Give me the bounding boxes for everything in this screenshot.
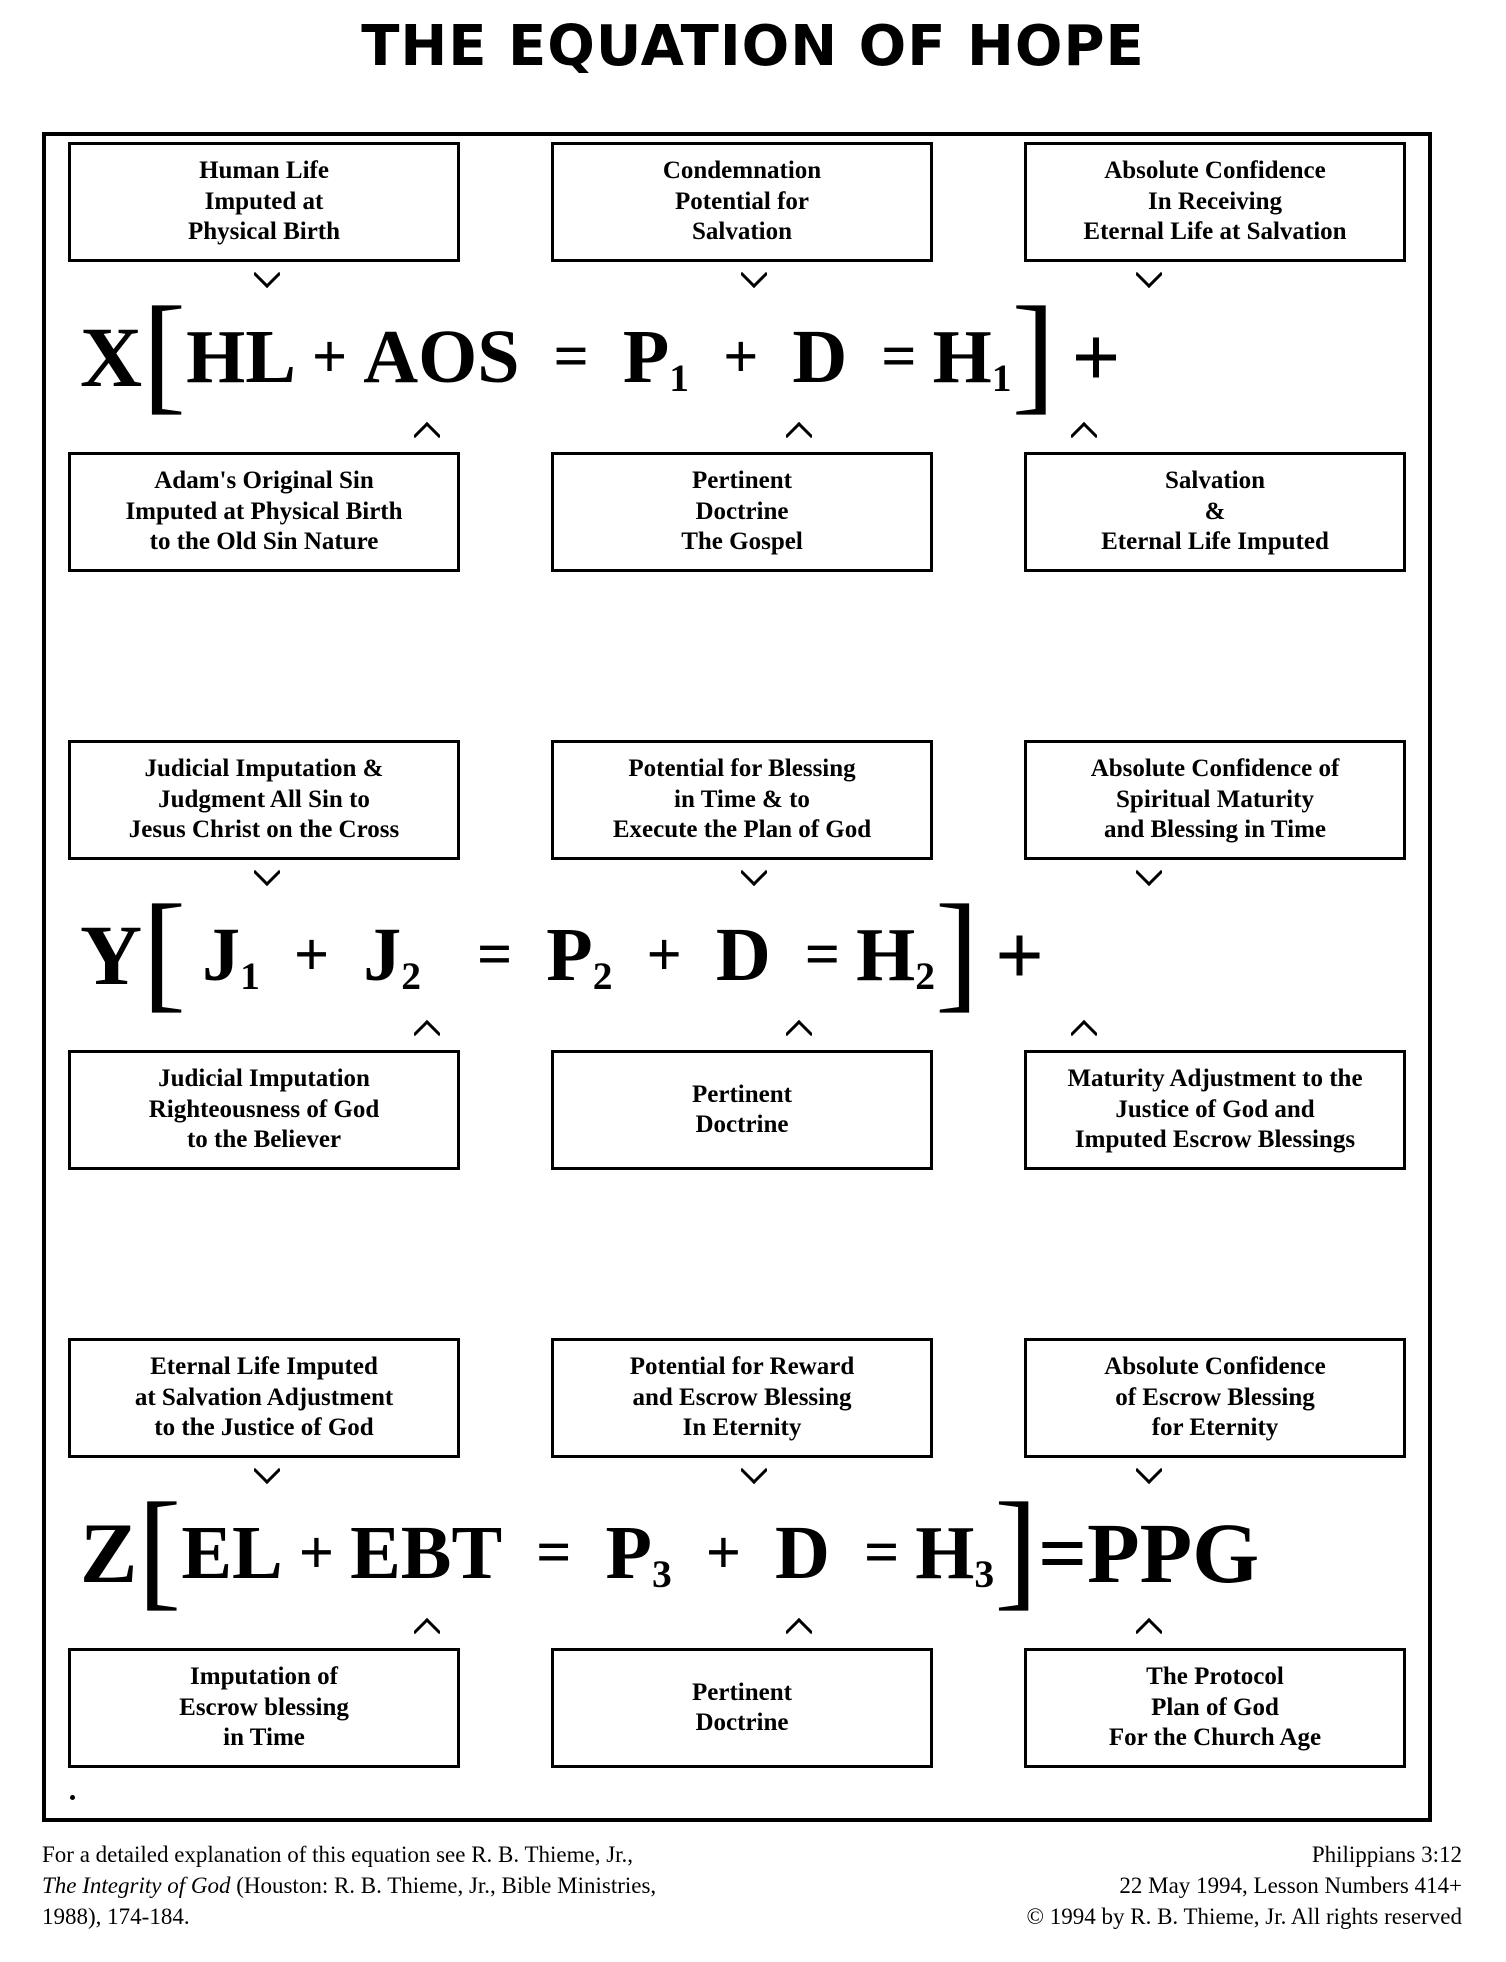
arrow-up-icon [786,1018,812,1044]
box-line: and Escrow Blessing [632,1383,852,1411]
equation-line-y [46,877,1428,1030]
box-line: in Time [223,1724,305,1752]
box-line: Pertinent [692,1080,792,1108]
box-line: and Blessing in Time [1103,816,1327,844]
term-aos: AOS [363,315,520,399]
arrow-up-icon [1071,420,1097,446]
book-publisher: (Houston: R. B. Thieme, Jr., Bible Ministries, [230,1872,657,1898]
top-box-y-2 [551,740,933,860]
operator-equals: = [476,921,513,989]
box-line: Physical Birth [187,218,341,246]
scripture-reference: Philippians 3:12 [1311,1842,1462,1867]
top-box-z-3 [1024,1338,1406,1458]
stray-mark [70,1795,75,1800]
term-el: EL [181,1511,283,1595]
box-line: Judicial Imputation [158,1065,370,1093]
term-d: D [715,913,771,997]
top-box-row-x [46,142,1428,262]
equation-line-z [46,1475,1428,1628]
equation-letter-x: X [80,309,143,405]
box-line: Doctrine [695,1709,789,1736]
operator-equals: = [863,1519,900,1587]
operator-equals: = [536,1519,572,1587]
footer-left-line-3: 1988), 174-184. [42,1903,190,1929]
footer [42,1840,1462,1932]
operator-plus: + [293,921,330,989]
box-line: The Gospel [681,528,803,556]
equation-letter-z: Z [80,1505,138,1601]
lesson-reference: 22 May 1994, Lesson Numbers 414+ [1119,1872,1462,1898]
page-title: THE EQUATION OF HOPE [361,14,1145,79]
equation-letter-y: Y [80,907,143,1003]
arrow-up-icon [414,1616,440,1642]
box-line: Human Life [199,157,329,185]
bottom-box-z-2 [551,1648,933,1768]
equation-block-z [46,1338,1428,1808]
bottom-box-y-2 [551,1050,933,1170]
box-line: Righteousness of God [148,1095,380,1123]
term-p2: $P_2$ [546,913,613,998]
bracket-open-icon: [ [142,279,187,427]
box-line: Spiritual Maturity [1116,785,1314,813]
box-line: Adam's Original Sin [154,467,374,495]
bottom-box-y-1 [68,1050,460,1170]
top-box-x-3 [1024,142,1406,262]
top-box-row-z [46,1338,1428,1458]
box-line: In Receiving [1147,187,1283,215]
operator-equals: = [553,323,589,391]
box-line: Justice of God and [1115,1095,1315,1123]
box-line: Eternal Life Imputed [150,1353,378,1381]
box-line: Eternal Life Imputed [1101,528,1329,556]
box-line: Judicial Imputation & [144,755,384,783]
operator-plus: + [646,921,682,989]
box-line: Absolute Confidence of [1090,755,1340,783]
term-hl: HL [186,315,296,399]
box-line: Imputed Escrow Blessings [1074,1126,1356,1154]
operator-plus: + [298,1519,335,1587]
bottom-box-z-1 [68,1648,460,1768]
box-line: Execute the Plan of God [612,816,872,844]
operator-equals: = [881,323,917,391]
term-h3: $H_3$ [915,1511,995,1596]
term-d: D [775,1511,830,1595]
box-line: Potential for Reward [629,1353,855,1381]
term-ebt: EBT [350,1511,503,1595]
footer-reference [1027,1840,1462,1932]
box-line: to the Old Sin Nature [149,528,379,556]
diagram-frame [42,132,1432,1822]
arrow-up-icon [1136,1616,1162,1642]
box-line: Condemnation [662,157,822,185]
bottom-box-y-3 [1024,1050,1406,1170]
top-box-z-1 [68,1338,460,1458]
box-line: Absolute Confidence [1104,1353,1326,1381]
box-line: for Eternity [1151,1414,1279,1442]
box-line: In Eternity [682,1414,802,1442]
box-line: For the Church Age [1108,1724,1322,1752]
equation-block-x [46,142,1428,612]
arrow-up-icon [786,420,812,446]
bracket-close-icon: ] [934,877,979,1025]
term-j1: $J_1$ [202,913,260,998]
bottom-box-row-y [46,1050,1428,1170]
trailing-operator-z: =PPG [1038,1505,1260,1601]
box-line: Jesus Christ on the Cross [128,816,400,844]
box-line: Eternal Life at Salvation [1083,218,1347,246]
trailing-operator-x: + [1071,309,1121,405]
equation-line-x [46,279,1428,432]
box-line: to the Believer [186,1126,342,1154]
operator-plus: + [705,1519,742,1587]
box-line: Imputed at Physical Birth [125,497,403,525]
box-line: in Time & to [674,785,810,813]
box-line: Judgment All Sin to [158,785,370,813]
box-line: Maturity Adjustment to the [1067,1065,1363,1093]
top-box-x-2 [551,142,933,262]
equation-block-y [46,740,1428,1210]
operator-plus: + [311,323,348,391]
box-line: The Protocol [1146,1663,1284,1691]
box-line: Doctrine [695,1111,789,1138]
bracket-open-icon: [ [137,1475,182,1623]
box-line: Salvation [691,218,793,246]
box-line: Imputed at [204,187,324,215]
box-line: Potential for [675,187,809,215]
arrow-up-icon [786,1616,812,1642]
box-line: Absolute Confidence [1104,157,1326,185]
box-line: Imputation of [190,1663,338,1691]
book-title: The Integrity of God [42,1872,231,1898]
copyright-notice: © 1994 by R. B. Thieme, Jr. All rights reserved [1026,1903,1462,1929]
box-line: of Escrow Blessing [1115,1383,1315,1411]
top-box-z-2 [551,1338,933,1458]
box-line: Potential for Blessing [628,755,856,783]
top-box-row-y [46,740,1428,860]
term-p1: $P_1$ [622,315,690,400]
box-line: to the Justice of God [154,1414,374,1442]
box-line: at Salvation Adjustment [134,1383,394,1411]
bottom-box-x-3 [1024,452,1406,572]
arrow-up-icon [414,420,440,446]
term-d: D [792,315,848,399]
arrow-up-icon [1071,1018,1097,1044]
arrow-up-icon [414,1018,440,1044]
term-h2: $H_2$ [856,913,935,998]
footer-left-line-1: For a detailed explanation of this equation see R. B. Thieme, Jr., [42,1842,634,1867]
top-box-y-1 [68,740,460,860]
bracket-close-icon: ] [994,1475,1039,1623]
footer-left-line-2 [42,1871,656,1902]
box-line: & [1204,497,1226,525]
box-line: Pertinent [692,467,792,495]
term-j2: $J_2$ [363,913,421,998]
term-p3: $P_3$ [605,1511,672,1596]
bracket-open-icon: [ [142,877,187,1025]
operator-plus: + [723,323,759,391]
bottom-box-row-x [46,452,1428,572]
top-box-x-1 [68,142,460,262]
footer-citation [42,1840,656,1932]
box-line: Plan of God [1151,1693,1279,1721]
bottom-box-z-3 [1024,1648,1406,1768]
trailing-operator-y: + [994,907,1044,1003]
box-line: Doctrine [695,497,789,525]
bracket-close-icon: ] [1011,279,1056,427]
bottom-box-row-z [46,1648,1428,1768]
term-h1: $H_1$ [932,315,1012,400]
top-box-y-3 [1024,740,1406,860]
bottom-box-x-2 [551,452,933,572]
operator-equals: = [804,921,841,989]
box-line: Pertinent [692,1678,792,1706]
bottom-box-x-1 [68,452,460,572]
box-line: Escrow blessing [179,1693,349,1721]
box-line: Salvation [1164,467,1266,495]
